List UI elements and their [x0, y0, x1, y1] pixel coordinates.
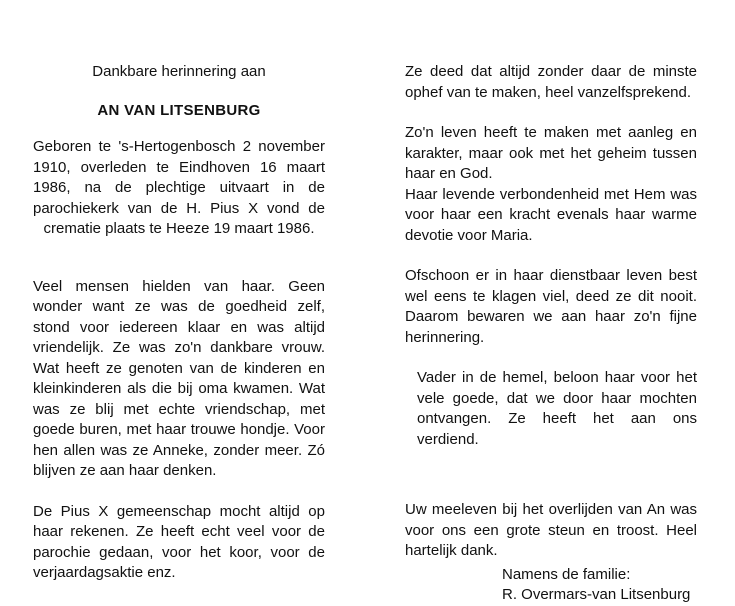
character-paragraph: Zo'n leven heeft te maken met aanleg en karakter, maar ook met het geheim tussen haar en God. [405, 124, 697, 182]
parish-paragraph: De Pius X gemeenschap mocht altijd op haar rekenen. Ze heeft echt veel voor de parochie gedaan, voor het koor, voor de verjaardagsaktie enz. [33, 502, 325, 581]
tribute-paragraph: Veel mensen hielden van haar. Geen wonder want ze was de goedheid zelf, stond voor iedereen klaar en was altijd vriendelijk. Ze was zo'n dankbare vrouw. Wat heeft ze genoten van de kinderen en kleinkinderen als die bij oma kwamen. Wat was ze blij met echte vriendschap, met goede buren, met haar trouwe hondje. Voor hen allen was ze Anneke, zonder meer. Zó blijven ze aan haar denken. [33, 277, 325, 479]
devotion-paragraph: Haar levende verbondenheid met Hem was voor haar een kracht evenals haar warme devotie voor Maria. [405, 185, 697, 244]
thanks-paragraph: Uw meeleven bij het overlijden van An was voor ons een grote steun en troost. Heel hartelijk dank. [405, 501, 697, 559]
memory-paragraph: Ofschoon er in haar dienstbaar leven best wel eens te klagen viel, deed ze dit nooit. Daarom bewaren we aan haar zo'n fijne herinnering. [405, 267, 697, 346]
modesty-paragraph: Ze deed dat altijd zonder daar de minste ophef van te maken, heel vanzelfsprekend. [405, 63, 697, 101]
biography-paragraph: Geboren te 's-Hertogenbosch 2 november 1910, overleden te Eindhoven 16 maart 1986, na de plechtige uitvaart in de parochiekerk van de H. Pius X vond de crematie plaats te Heeze 19 maart 1986. [33, 138, 325, 237]
right-column [405, 62, 697, 606]
signature-line-2: R. Overmars-van Litsenburg [502, 586, 691, 603]
card-heading: Dankbare herinnering aan [92, 63, 266, 80]
deceased-name: AN VAN LITSENBURG [97, 101, 261, 119]
prayer-paragraph: Vader in de hemel, beloon haar voor het vele goede, dat we door haar mochten ontvangen. Ze heeft het aan ons verdiend. [417, 369, 697, 448]
signature-line-1: Namens de familie: [502, 565, 631, 583]
left-column [33, 62, 325, 584]
